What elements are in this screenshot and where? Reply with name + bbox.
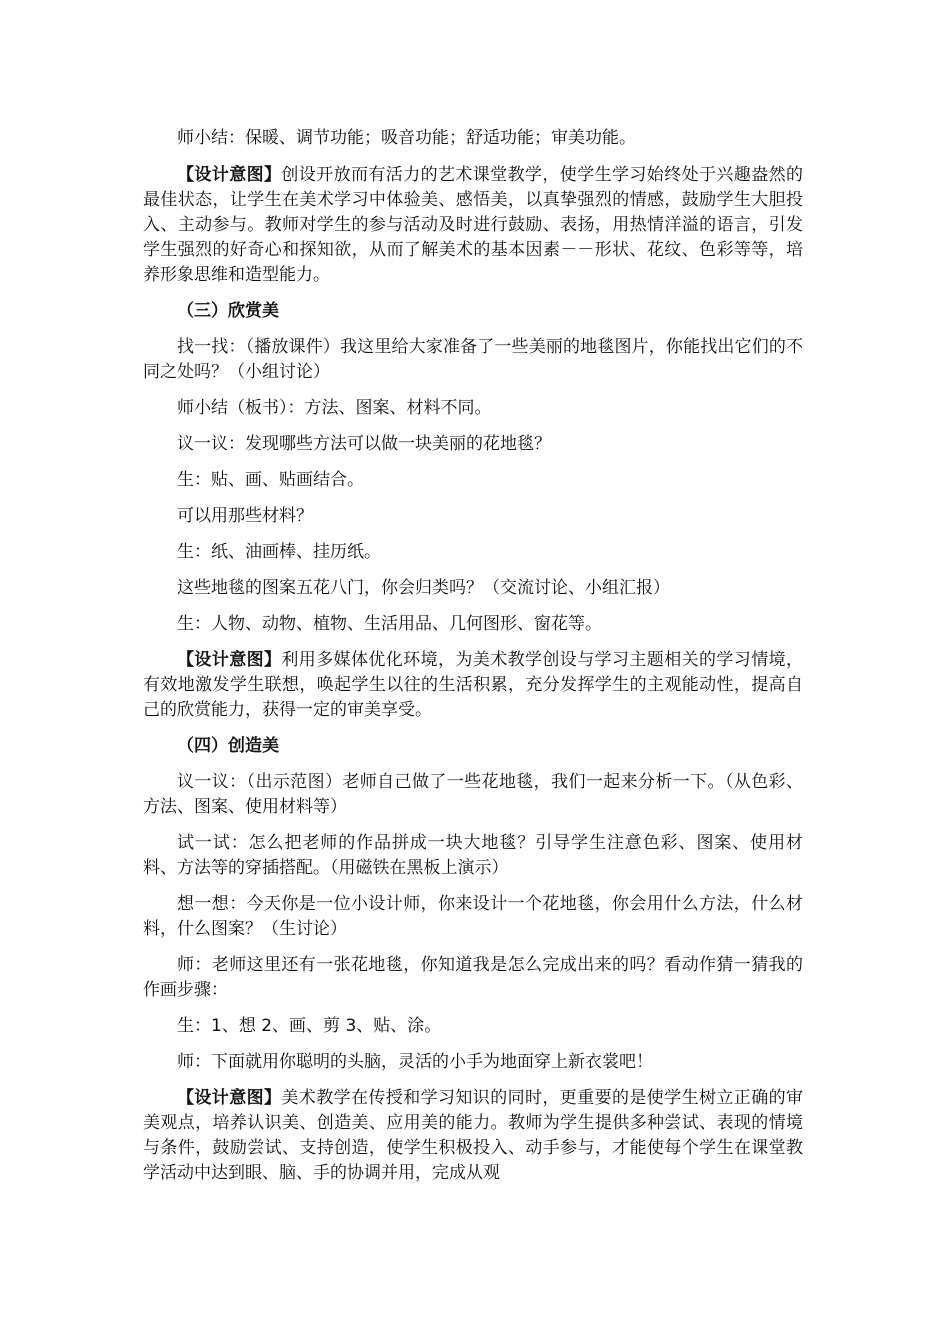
- design-intent-label: 【设计意图】: [177, 650, 282, 670]
- paragraph: 生：纸、油画棒、挂历纸。: [177, 542, 381, 562]
- paragraph: 师小结：保暖、调节功能；吸音功能；舒适功能；审美功能。: [177, 128, 636, 148]
- paragraph: 生：人物、动物、植物、生活用品、几何图形、窗花等。: [177, 614, 602, 634]
- paragraph: 议一议：（出示范图）老师自己做了一些花地毯，我们一起来分析一下。（从色彩、方法、图案、使用材料等）: [143, 772, 803, 817]
- paragraph: 试一试：怎么把老师的作品拼成一块大地毯？引导学生注意色彩、图案、使用材料、方法等的穿插搭配。（用磁铁在黑板上演示）: [143, 833, 803, 878]
- design-intent-text: 创设开放而有活力的艺术课堂教学，使学生学习始终处于兴趣盎然的最佳状态，让学生在美术学习中体验美、感悟美，以真挚强烈的情感，鼓励学生大胆投入、主动参与。教师对学生的参与活动及时进行鼓励、表扬，用热情洋溢的语言，引发学生强烈的好奇心和探知欲，从而了解美术的基本因素－－形状、花纹、色彩等等，培养形象思维和造型能力。: [143, 165, 804, 285]
- paragraph: 师：老师这里还有一张花地毯，你知道我是怎么完成出来的吗？看动作猜一猜我的作画步骤：: [143, 955, 803, 1000]
- paragraph: 师小结（板书）：方法、图案、材料不同。: [177, 398, 492, 418]
- paragraph: 找一找：（播放课件）我这里给大家准备了一些美丽的地毯图片，你能找出它们的不同之处吗？（小组讨论）: [143, 337, 803, 382]
- design-intent-label: 【设计意图】: [177, 165, 282, 185]
- paragraph: 生：1、想 2、画、剪 3、贴、涂。: [177, 1016, 442, 1036]
- paragraph: 可以用那些材料？: [177, 506, 313, 526]
- design-intent-paragraph: [143, 648, 803, 723]
- design-intent-paragraph: [143, 1086, 803, 1186]
- design-intent-text: 利用多媒体优化环境，为美术教学创设与学习主题相关的学习情境，有效地激发学生联想，唤起学生以往的生活积累，充分发挥学生的主观能动性，提高自己的欣赏能力，获得一定的审美享受。: [143, 650, 804, 720]
- paragraph: 师：下面就用你聪明的头脑，灵活的小手为地面穿上新衣裳吧！: [177, 1052, 653, 1072]
- paragraph: 生：贴、画、贴画结合。: [177, 470, 364, 490]
- section-heading-appreciate: （三）欣赏美: [177, 301, 279, 321]
- section-heading-create: （四）创造美: [177, 736, 279, 756]
- paragraph: 议一议：发现哪些方法可以做一块美丽的花地毯？: [177, 434, 551, 454]
- design-intent-label: 【设计意图】: [177, 1088, 282, 1108]
- design-intent-text: 美术教学在传授和学习知识的同时，更重要的是使学生树立正确的审美观点，培养认识美、创造美、应用美的能力。教师为学生提供多种尝试、表现的情境与条件，鼓励尝试、支持创造，使学生积极投入、动手参与，才能使每个学生在课堂教学活动中达到眼、脑、手的协调并用，完成从观: [143, 1088, 804, 1183]
- paragraph: 这些地毯的图案五花八门，你会归类吗？（交流讨论、小组汇报）: [177, 578, 670, 598]
- paragraph: 想一想：今天你是一位小设计师，你来设计一个花地毯，你会用什么方法，什么材料，什么图案？（生讨论）: [143, 894, 803, 939]
- document-page: [143, 126, 803, 1197]
- design-intent-paragraph: [143, 163, 803, 288]
